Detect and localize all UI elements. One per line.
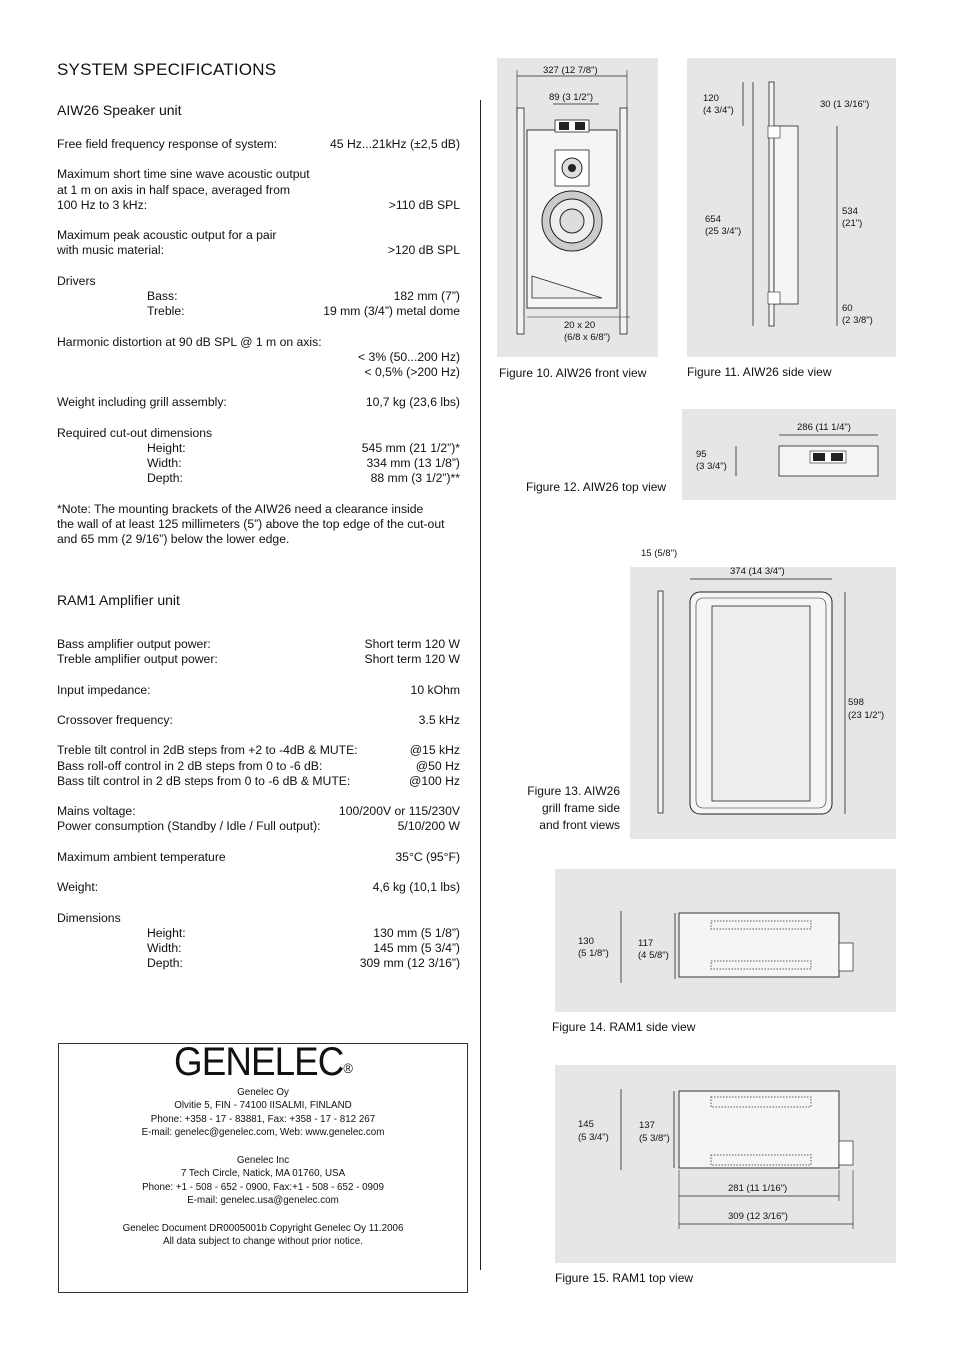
- ambient-value: 35°C (95°F): [395, 849, 460, 864]
- mains-label: Mains voltage:: [57, 804, 136, 819]
- fig10-terminal-dim: 89 (3 1/2"): [549, 92, 594, 103]
- fig12-depth-dim-2: (3 3/4"): [696, 461, 727, 472]
- ram1-side-view-drawing: [555, 869, 896, 1012]
- note-line3: and 65 mm (2 9/16”) below the lower edge.: [57, 532, 290, 547]
- amplifier-heading: RAM1 Amplifier unit: [57, 592, 180, 608]
- ambient-label: Maximum ambient temperature: [57, 849, 226, 864]
- spl-line2: at 1 m on axis in half space, averaged from: [57, 182, 291, 197]
- fig13-caption-line2: grill frame side: [541, 801, 620, 815]
- spl-value: >110 dB SPL: [388, 197, 460, 212]
- fig10-width-dim: 327 (12 7/8"): [543, 65, 598, 76]
- fig15-w2-dim-1: 137: [639, 1120, 655, 1131]
- amp-weight-label: Weight:: [57, 880, 99, 895]
- change-notice: All data subject to change without prior notice.: [163, 1236, 363, 1248]
- thd-label: Harmonic distortion at 90 dB SPL @ 1 m on axis:: [57, 334, 322, 349]
- aiw26-front-view-drawing: [497, 58, 658, 357]
- figure-12-panel: [682, 409, 896, 500]
- oy-email: E-mail: genelec@genelec.com, Web: www.genelec.com: [141, 1127, 385, 1139]
- column-divider: [480, 100, 481, 1270]
- bass-tilt-label: Bass tilt control in 2 dB steps from 0 to -6 dB & MUTE:: [57, 773, 351, 788]
- figure-13-caption: [511, 783, 620, 834]
- dimensions-label: Dimensions: [57, 910, 121, 925]
- drivers-label: Drivers: [57, 273, 96, 288]
- inc-address: 7 Tech Circle, Natick, MA 01760, USA: [180, 1168, 346, 1180]
- aiw26-grill-drawing: [630, 567, 896, 839]
- fig13-width-dim: 374 (14 3/4"): [730, 567, 785, 577]
- fig14-h2-dim-2: (4 5/8"): [638, 950, 669, 961]
- contact-box: [58, 1040, 468, 1293]
- bass-tilt-value: @100 Hz: [409, 773, 460, 788]
- amp-weight-value: 4,6 kg (10,1 lbs): [372, 880, 460, 895]
- fig11-total-dim-1: 654: [705, 214, 721, 225]
- thd-value2: < 0,5% (>200 Hz): [364, 364, 460, 379]
- fig13-thickness-dim: 15 (5/8"): [641, 548, 678, 559]
- ram1-top-view-drawing: [555, 1065, 896, 1263]
- speaker-specs: [57, 137, 460, 547]
- bass-label: Bass:: [147, 288, 178, 303]
- note-line2: the wall of at least 125 millimeters (5”) above the top edge of the cut-out: [57, 516, 445, 531]
- cutout-depth-label: Depth:: [147, 471, 183, 486]
- amp-width-label: Width:: [147, 940, 182, 955]
- page-title: SYSTEM SPECIFICATIONS: [57, 60, 277, 79]
- fig15-d1-dim: 281 (11 1/16"): [728, 1183, 788, 1194]
- document-id: Genelec Document DR0005001b Copyright Genelec Oy 11.2006: [122, 1222, 404, 1234]
- treble-power-value: Short term 120 W: [364, 652, 460, 667]
- spl-line1: Maximum short time sine wave acoustic output: [57, 167, 310, 182]
- fig11-bottom-dim-2: (2 3/8"): [842, 315, 873, 326]
- aiw26-top-view-drawing: [682, 409, 896, 500]
- cutout-height-label: Height:: [147, 440, 186, 455]
- oy-name: Genelec Oy: [237, 1086, 289, 1098]
- inc-name: Genelec Inc: [236, 1154, 290, 1166]
- logo-text: GENELEC: [173, 1040, 344, 1084]
- treble-tilt-label: Treble tilt control in 2dB steps from +2 to -4dB & MUTE:: [57, 743, 358, 758]
- amp-height-label: Height:: [147, 925, 186, 940]
- weight-label: Weight including grill assembly:: [57, 395, 227, 410]
- fig13-caption-line1: Figure 13. AIW26: [527, 784, 620, 798]
- crossover-label: Crossover frequency:: [57, 712, 173, 727]
- fig11-top-dim-2: (4 3/4"): [703, 105, 734, 116]
- fig15-d2-dim: 309 (12 3/16"): [728, 1211, 788, 1222]
- figure-15-panel: [555, 1065, 896, 1263]
- amplifier-specs: [57, 637, 460, 971]
- figure-14-caption: Figure 14. RAM1 side view: [552, 1020, 696, 1034]
- fig11-box-dim-1: 534: [842, 206, 858, 217]
- impedance-value: 10 kOhm: [410, 682, 460, 697]
- fig11-bottom-dim-1: 60: [842, 303, 853, 314]
- figure-14-panel: [555, 869, 896, 1012]
- fig14-h1-dim-2: (5 1/8"): [578, 948, 609, 959]
- peak-line2: with music material:: [57, 243, 165, 258]
- mains-value: 100/200V or 115/230V: [338, 804, 460, 819]
- cutout-label: Required cut-out dimensions: [57, 425, 213, 440]
- fig15-w1-dim-1: 145: [578, 1119, 594, 1130]
- treble-value: 19 mm (3/4”) metal dome: [323, 304, 460, 319]
- crossover-value: 3.5 kHz: [418, 712, 460, 727]
- genelec-logo: [75, 1040, 450, 1084]
- treble-power-label: Treble amplifier output power:: [57, 652, 218, 667]
- impedance-label: Input impedance:: [57, 682, 151, 697]
- amp-depth-value: 309 mm (12 3/16”): [359, 956, 460, 971]
- treble-tilt-value: @15 kHz: [409, 743, 460, 758]
- thd-value1: < 3% (50...200 Hz): [358, 349, 460, 364]
- weight-value: 10,7 kg (23,6 lbs): [365, 395, 460, 410]
- cutout-depth-value: 88 mm (3 1/2”)**: [370, 471, 460, 486]
- freq-label: Free field frequency response of system:: [57, 137, 278, 151]
- amp-width-value: 145 mm (5 3/4”): [373, 940, 460, 955]
- bass-value: 182 mm (7”): [393, 288, 460, 303]
- figure-11-caption: Figure 11. AIW26 side view: [687, 365, 832, 379]
- fig12-depth-dim-1: 95: [696, 449, 707, 460]
- bass-rolloff-value: @50 Hz: [415, 758, 460, 773]
- fig10-bracket-dim-1: 20 x 20: [564, 320, 596, 331]
- figure-13-panel: [630, 567, 896, 839]
- cutout-width-label: Width:: [147, 456, 182, 471]
- fig11-box-dim-2: (21"): [842, 218, 863, 229]
- amp-depth-label: Depth:: [147, 956, 183, 971]
- peak-value: >120 dB SPL: [387, 243, 460, 258]
- fig11-top-dim-1: 120: [703, 93, 719, 104]
- bass-power-value: Short term 120 W: [364, 637, 460, 651]
- note-line1: *Note: The mounting brackets of the AIW26 need a clearance inside: [57, 501, 424, 516]
- fig11-total-dim-2: (25 3/4"): [705, 226, 742, 237]
- inc-phone: Phone: +1 - 508 - 652 - 0900, Fax:+1 - 508 - 652 - 0909: [142, 1181, 384, 1193]
- figure-10-caption: Figure 10. AIW26 front view: [499, 366, 647, 380]
- fig11-depth-dim: 30 (1 3/16"): [820, 99, 870, 110]
- figure-11-panel: [687, 58, 896, 357]
- oy-phone: Phone: +358 - 17 - 83881, Fax: +358 - 17 - 812 267: [150, 1113, 376, 1125]
- oy-address: Olvitie 5, FIN - 74100 IISALMI, FINLAND: [174, 1100, 352, 1112]
- registered-mark: ®: [343, 1060, 353, 1076]
- cutout-width-value: 334 mm (13 1/8”): [366, 456, 460, 471]
- fig12-width-dim: 286 (11 1/4"): [797, 422, 851, 433]
- figure-12-caption: Figure 12. AIW26 top view: [526, 480, 667, 494]
- figure-10-panel: [497, 58, 658, 357]
- consumption-value: 5/10/200 W: [397, 819, 460, 834]
- speaker-heading: AIW26 Speaker unit: [57, 102, 182, 118]
- consumption-label: Power consumption (Standby / Idle / Full output):: [57, 819, 321, 834]
- treble-label: Treble:: [147, 304, 185, 319]
- inc-email: E-mail: genelec.usa@genelec.com: [187, 1195, 339, 1207]
- fig13-height-dim-1: 598: [848, 697, 864, 708]
- fig13-caption-line3: and front views: [539, 818, 620, 832]
- fig10-bracket-dim-2: (6/8 x 6/8"): [564, 332, 611, 343]
- freq-value: 45 Hz...21kHz (±2,5 dB): [330, 137, 460, 151]
- bass-rolloff-label: Bass roll-off control in 2 dB steps from 0 to -6 dB:: [57, 758, 323, 773]
- fig14-h2-dim-1: 117: [638, 938, 654, 949]
- fig15-w2-dim-2: (5 3/8"): [639, 1133, 670, 1144]
- spl-line3: 100 Hz to 3 kHz:: [57, 197, 148, 212]
- fig15-w1-dim-2: (5 3/4"): [578, 1132, 609, 1143]
- cutout-height-value: 545 mm (21 1/2”)*: [361, 440, 460, 455]
- bass-power-label: Bass amplifier output power:: [57, 637, 211, 651]
- amp-height-value: 130 mm (5 1/8”): [373, 925, 460, 940]
- fig14-h1-dim-1: 130: [578, 936, 594, 947]
- peak-line1: Maximum peak acoustic output for a pair: [57, 228, 277, 243]
- aiw26-side-view-drawing: [687, 58, 896, 357]
- figure-15-caption: Figure 15. RAM1 top view: [555, 1271, 694, 1285]
- fig13-height-dim-2: (23 1/2"): [848, 710, 885, 721]
